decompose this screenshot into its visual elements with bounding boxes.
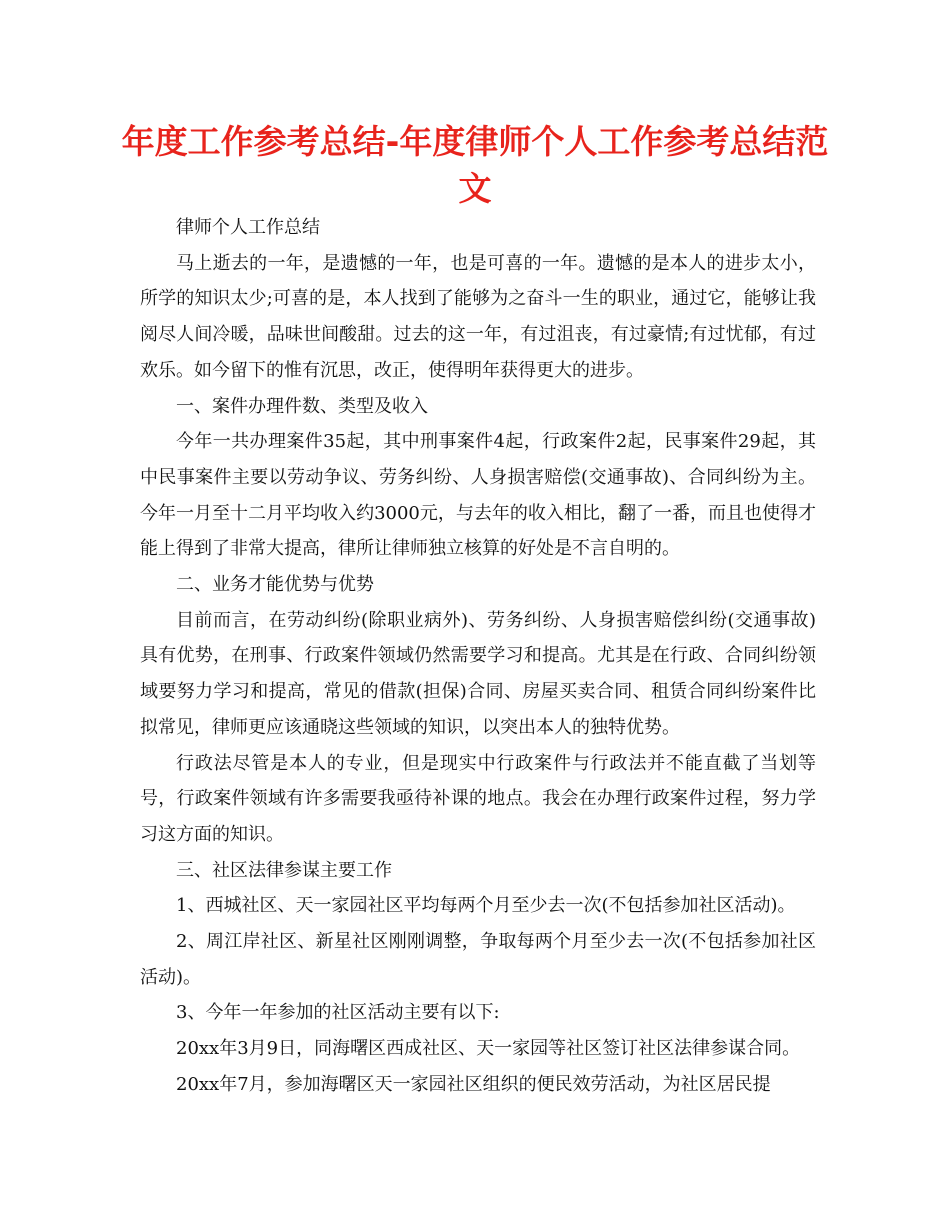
paragraph: 行政法尽管是本人的专业，但是现实中行政案件与行政法并不能直截了当划等号，行政案件领域有许多需要我亟待补课的地点。我会在办理行政案件过程，努力学习这方面的知识。 <box>140 752 816 845</box>
paragraph: 20xx年3月9日，同海曙区西成社区、天一家园等社区签订社区法律参谋合同。 <box>176 1038 801 1060</box>
paragraph: 目前而言，在劳动纠纷(除职业病外)、劳务纠纷、人身损害赔偿纠纷(交通事故)具有优势，在刑事、行政案件领域仍然需要学习和提高。尤其是在行政、合同纠纷领域要努力学习和提高，常见的借款(担保)合同、房屋买卖合同、租赁合同纠纷案件比拟常见，律师更应该通晓这些领域的知识，以突出本人的独特优势。 <box>140 609 816 738</box>
list-item: 3、今年一年参加的社区活动主要有以下: <box>176 1002 500 1024</box>
section-heading: 一、案件办理件数、类型及收入 <box>176 395 428 417</box>
document-body <box>140 210 816 1103</box>
list-item: 1、西城社区、天一家园社区平均每两个月至少去一次(不包括参加社区活动)。 <box>176 895 796 917</box>
paragraph-heading: 律师个人工作总结 <box>176 217 320 238</box>
paragraph: 今年一共办理案件35起，其中刑事案件4起，行政案件2起，民事案件29起，其中民事案件主要以劳动争议、劳务纠纷、人身损害赔偿(交通事故)、合同纠纷为主。今年一月至十二月平均收入约3000元，与去年的收入相比，翻了一番，而且也使得才能上得到了非常大提高，律所让律师独立核算的好处是不言自明的。 <box>140 431 816 560</box>
section-heading: 二、业务才能优势与优势 <box>176 574 374 596</box>
section-heading: 三、社区法律参谋主要工作 <box>176 859 392 881</box>
list-item: 2、周江岸社区、新星社区刚刚调整，争取每两个月至少去一次(不包括参加社区活动)。 <box>140 931 816 988</box>
document-title: 年度工作参考总结-年度律师个人工作参考总结范文 <box>121 122 829 208</box>
paragraph: 马上逝去的一年，是遗憾的一年，也是可喜的一年。遗憾的是本人的进步太小，所学的知识太少;可喜的是，本人找到了能够为之奋斗一生的职业，通过它，能够让我阅尽人间冷暖，品味世间酸甜。过去的这一年，有过沮丧，有过豪情;有过忧郁，有过欢乐。如今留下的惟有沉思，改正，使得明年获得更大的进步。 <box>140 252 816 381</box>
paragraph: 20xx年7月，参加海曙区天一家园社区组织的便民效劳活动，为社区居民提 <box>176 1073 771 1095</box>
